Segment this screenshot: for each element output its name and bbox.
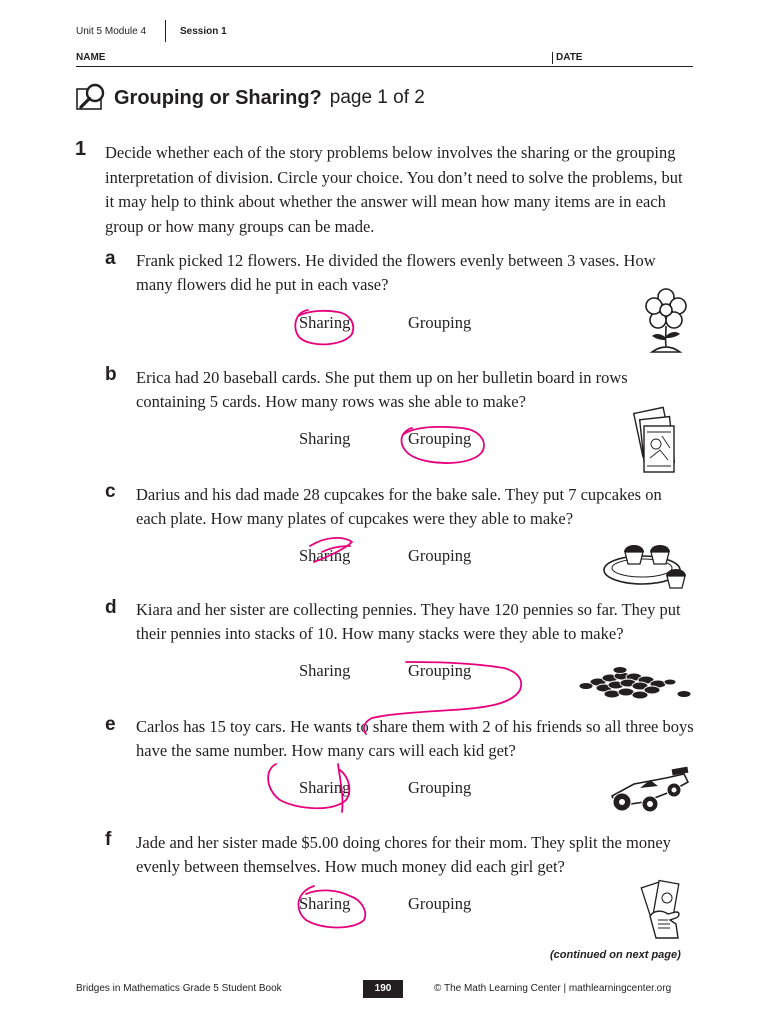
choice-grouping-c[interactable]: Grouping bbox=[408, 546, 472, 565]
header-divider bbox=[165, 20, 166, 42]
item-text-e: Carlos has 15 toy cars. He wants to share them with 2 of his friends so all three boys have the same number. How many cars will each kid get? bbox=[136, 717, 694, 760]
race-car-icon bbox=[604, 766, 692, 814]
choice-sharing-b[interactable]: Sharing bbox=[299, 429, 351, 448]
choice-grouping-a[interactable]: Grouping bbox=[408, 313, 472, 332]
item-letter-c: c bbox=[105, 481, 116, 502]
page-title bbox=[76, 82, 425, 114]
item-letter-e: e bbox=[105, 714, 116, 735]
choice-sharing-e[interactable]: Sharing bbox=[299, 778, 351, 797]
choice-grouping-e[interactable]: Grouping bbox=[408, 778, 472, 797]
baseball-cards-icon bbox=[630, 408, 678, 476]
cupcakes-plate-icon bbox=[600, 536, 696, 596]
copyright-note: © The Math Learning Center | mathlearningcenter.org bbox=[434, 983, 672, 994]
item-text-f: Jade and her sister made $5.00 doing chores for their mom. They split the money evenly between themselves. How much money did each girl get? bbox=[136, 833, 671, 876]
money-hand-icon bbox=[640, 880, 690, 942]
item-text-b: Erica had 20 baseball cards. She put them up on her bulletin board in rows containing 5 cards. How many rows was she able to make? bbox=[136, 368, 628, 411]
choice-grouping-d[interactable]: Grouping bbox=[408, 661, 472, 680]
name-label: NAME bbox=[76, 52, 106, 63]
choice-sharing-f[interactable]: Sharing bbox=[299, 894, 351, 913]
choice-grouping-b[interactable]: Grouping bbox=[408, 429, 472, 448]
item-text-a: Frank picked 12 flowers. He divided the flowers evenly between 3 vases. How many flowers did he put in each vase? bbox=[136, 251, 656, 294]
date-label: DATE bbox=[556, 52, 583, 63]
item-letter-f: f bbox=[105, 829, 112, 850]
choice-sharing-d[interactable]: Sharing bbox=[299, 661, 351, 680]
item-letter-b: b bbox=[105, 364, 117, 385]
flower-icon bbox=[638, 288, 694, 354]
book-title: Bridges in Mathematics Grade 5 Student Book bbox=[76, 983, 282, 994]
item-letter-a: a bbox=[105, 248, 116, 269]
item-text-d: Kiara and her sister are collecting pennies. They have 120 pennies so far. They put their pennies into stacks of 10. How many stacks were they able to make? bbox=[136, 600, 681, 643]
unit-module-label: Unit 5 Module 4 bbox=[76, 26, 147, 37]
pennies-icon bbox=[574, 664, 696, 706]
item-letter-d: d bbox=[105, 597, 117, 618]
item-text-c: Darius and his dad made 28 cupcakes for the bake sale. They put 7 cupcakes on each plate. How many plates of cupcakes were they able to make? bbox=[136, 485, 662, 528]
title-main: Grouping or Sharing? bbox=[114, 86, 322, 109]
continued-note: (continued on next page) bbox=[550, 949, 681, 961]
name-date-line bbox=[76, 66, 693, 67]
question-instructions: Decide whether each of the story problems below involves the sharing or the grouping interpretation of division. Circle your choice. You don’t need to solve the problems, but it may help to think about whether the answer will mean how many items are in each group or how many groups can be made. bbox=[105, 143, 683, 236]
title-page-count: page 1 of 2 bbox=[329, 87, 425, 108]
magnifier-icon bbox=[76, 82, 108, 114]
choice-sharing-a[interactable]: Sharing bbox=[299, 313, 351, 332]
choice-grouping-f[interactable]: Grouping bbox=[408, 894, 472, 913]
page-number: 190 bbox=[363, 980, 403, 998]
choice-sharing-c[interactable]: Sharing bbox=[299, 546, 351, 565]
session-label: Session 1 bbox=[180, 26, 227, 37]
question-number: 1 bbox=[75, 138, 87, 160]
